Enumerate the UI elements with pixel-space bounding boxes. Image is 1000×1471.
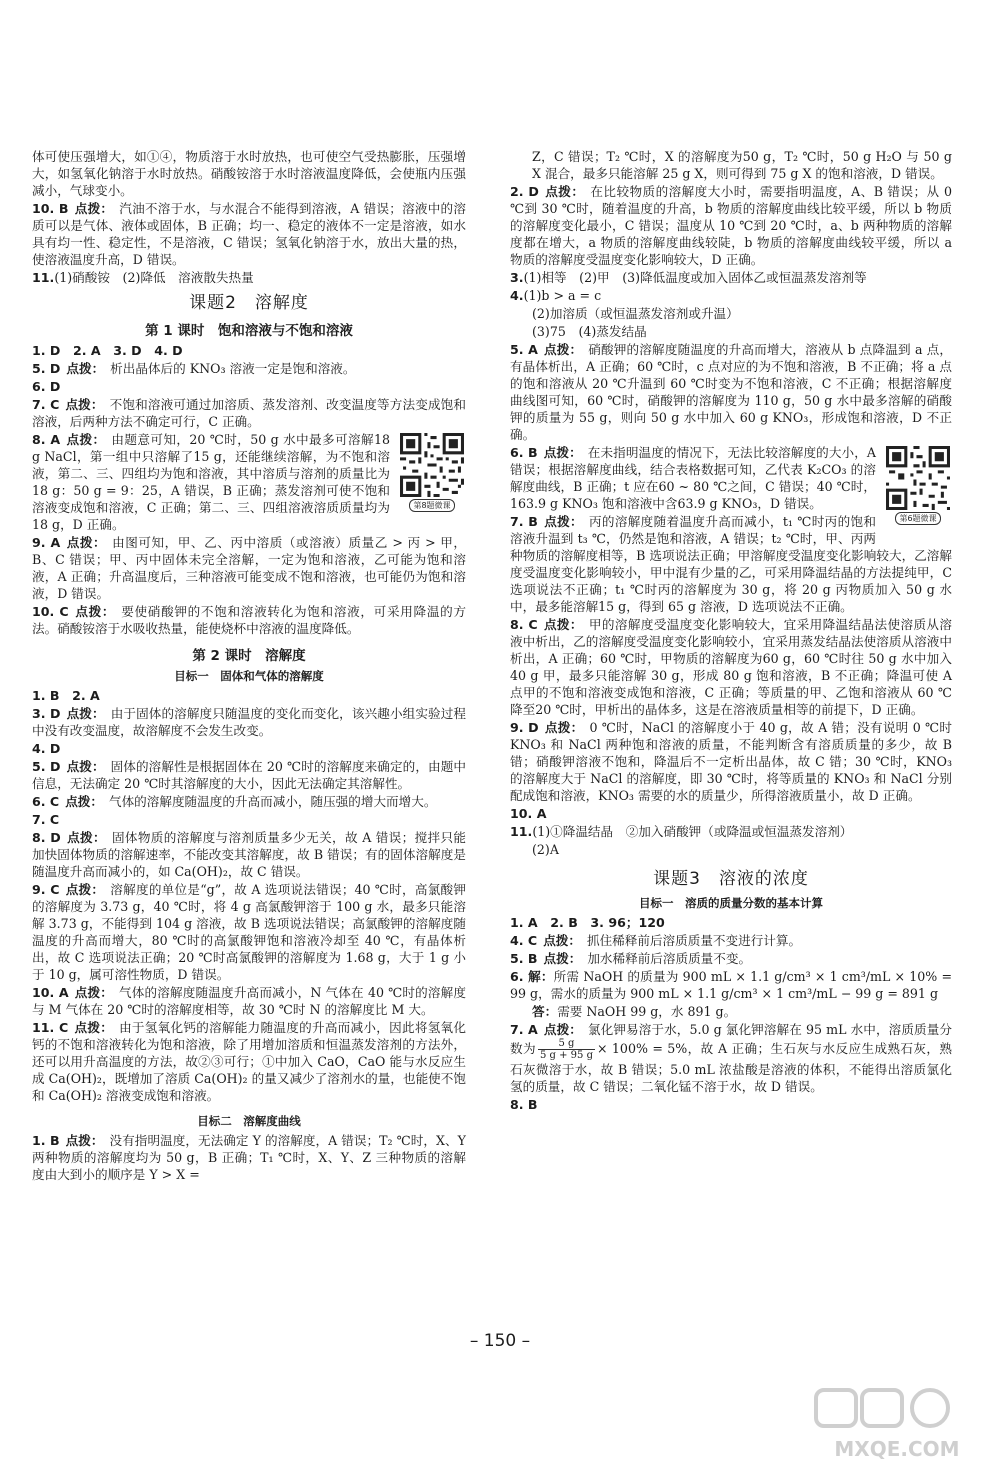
qr-caption: 第8题微课 (409, 499, 454, 512)
answer-subline: (2)A (532, 842, 559, 857)
answer-subline: (3)75 (4)蒸发结晶 (532, 324, 647, 339)
lesson-title: 课题2 溶解度 (189, 293, 309, 313)
answer-item: 9. C 点拨： 溶解度的单位是“g”，故 A 选项说法错误；40 ℃时，高氯酸钾的溶解度为 3.73 g，40 ℃时，将 4 g 高氯酸钾溶于 100 g 水，最多只能溶解 3.73 g，不能得到 104 g 溶液，故 B 选项说法错误；高氯酸钾的溶解度随温度的升高而增大，80 ℃时的高氯酸钾饱和溶液冷却至 40 ℃，有晶体析出，故 C 选项说法正确；20 ℃时高氯酸钾的溶解度为 1.68 g，大于 1 g 小于 10 g，属可溶性物质，D 错误。 (32, 882, 466, 982)
section-title: 第 1 课时 饱和溶液与不饱和溶液 (145, 323, 353, 339)
answer-item: 11. C 点拨： 由于氢氧化钙的溶解能力随温度的升高而减小，因此将氢氧化钙的不饱和溶液转化为饱和溶液，除了用增加溶质和恒温蒸发溶剂的方法外，还可以用升高温度的方法，故②③可行；①中加入 CaO，CaO 能与水反应生成 Ca(OH)₂，既增加了溶质 Ca(OH)₂ 的量又减少了溶剂水的量，也能使不饱和 Ca(OH)₂ 溶液变成饱和溶液。 (32, 1020, 467, 1103)
fraction: $\frac{5 g}{5 g + 95 g}$ (539, 1038, 593, 1061)
answer-item: 5. A 点拨： 硝酸钾的溶解度随温度的升高而增大，溶液从 b 点降温到 a 点，有晶体析出，A 正确；60 ℃时，c 点对应的为不饱和溶液，B 不正确；将 a 点的饱和溶液从 20 ℃升温到 60 ℃时变为不饱和溶液，C 不正确；根据溶解度曲线图可知，60 ℃时，硝酸钾的溶解度为 110 g，50 g 水中最多溶解的硝酸钾的质量为 55 g，则向 50 g 水中加入 60 g KNO₃，形成饱和溶液，D 不正确。 (510, 342, 952, 442)
answer-item: 10. A (510, 806, 547, 821)
answer-item: 1. D 2. A 3. D 4. D (32, 343, 183, 358)
section-title: 第 2 课时 溶解度 (192, 648, 306, 664)
target-title: 目标一 溶质的质量分数的基本计算 (639, 896, 823, 910)
answer-subline: (2)加溶质（或恒温蒸发溶剂或升温） (532, 306, 739, 321)
answer-item: 10. C 点拨： 要使硝酸钾的不饱和溶液转化为饱和溶液，可采用降温的方法。硝酸铵溶于水吸收热量，能使烧杯中溶液的温度降低。 (32, 604, 467, 636)
answer-item: 9. D 点拨： 0 ℃时，NaCl 的溶解度小于 40 g，故 A 错；没有说明 0 ℃时 KNO₃ 和 NaCl 两种饱和溶液的质量，不能判断含有溶质质量的多少，故 B 错；硝酸钾溶液不饱和，降温后不一定析出晶体，故 C 错；30 ℃时，KNO₃ 的溶解度大于 NaCl 的溶解度，即 30 ℃时，将等质量的 KNO₃ 和 NaCl 分别配成饱和溶液，KNO₃ 需要的水的质量少，所得溶液质量小，故 D 正确。 (510, 720, 952, 803)
qr-code-icon (400, 433, 464, 497)
answer-item: 2. D 点拨： 在比较物质的溶解度大小时，需要指明温度，A、B 错误；从 0 ℃到 30 ℃时，随着温度的升高，b 物质的溶解度曲线比较平缓，所以 b 物质的溶解度变化最小，C 错误；温度从 10 ℃到 20 ℃时，a、b 两种物质的溶解度都在增大，a 物质的溶解度曲线较陡，b 物质的溶解度曲线较平缓，所以 a 物质的溶解度受温度变化影响较大，D 正确。 (510, 184, 952, 267)
answer-item: 11.(1)硝酸铵 (2)降低 溶液散失热量 (32, 270, 254, 285)
intro-paragraph: 体可使压强增大，如①④，物质溶于水时放热，也可使空气受热膨胀，压强增大，如氢氧化钠溶于水时放热。硝酸铵溶于水时溶液温度降低，会使瓶内压强减小，气球变小。 (32, 149, 466, 198)
answer-item: 8. A 点拨： 由题意可知，20 ℃时，50 g 水中最多可溶解18 g NaCl，第一组中只溶解了15 g，还能继续溶解，为不饱和溶液，第二、三、四组均为饱和溶液，其中溶质与溶剂的质量比为 18 g：50 g = 9：25，A 错误，B 正确；蒸发溶剂可使不饱和溶液变成饱和溶液，C 正确；第二、三、四组溶液溶质质量均为 18 g，D 正确。 (32, 432, 390, 532)
answer-item: 4. C 点拨： 抓住稀释前后溶质质量不变进行计算。 (510, 933, 802, 948)
answer-item: 3. D 点拨： 由于固体的溶解度只随温度的变化而变化，该兴趣小组实验过程中没有改变温度，故溶解度不会发生改变。 (32, 706, 467, 738)
answer-item: 7. A 点拨： 氯化钾易溶于水，5.0 g 氯化钾溶解在 95 mL 水中，溶质质量分数为 $\frac{5 g}{5 g + 95 g}$ × 100% = 5%，故 A 正确；生石灰与水反应生成熟石灰，熟石灰微溶于水，故 B 错误；5.0 mL 浓盐酸是溶液的体积，不能得出溶质氯化氢的质量，故 C 错误；二氧化锰不溶于水，故 D 错误。 (510, 1022, 953, 1094)
answer-item: 1. B 2. A (32, 688, 100, 703)
answer-item: 11.(1)①降温结晶 ②加入硝酸钾（或降温或恒温蒸发溶剂） (510, 824, 853, 839)
answer-item: 9. A 点拨： 由图可知，甲、乙、丙中溶质（或溶液）质量乙 > 丙 > 甲，B、C 错误；甲、丙中固体未完全溶解，一定为饱和溶液，乙可能为饱和溶液，A 正确；升高温度后，三种溶液可能变成不饱和溶液，也可能仍为饱和溶液，D 错误。 (32, 535, 466, 601)
answer-item: 6. D (32, 379, 61, 394)
answer-item: 1. A 2. B 3. 96；120 (510, 915, 665, 930)
answer-item: 1. B 点拨： 没有指明温度，无法确定 Y 的溶解度，A 错误；T₂ ℃时，X、Y 两种物质的溶解度均为 50 g，B 正确；T₁ ℃时，X、Y、Z 三种物质的溶解度由大到小的顺序是 Y > X = (32, 1133, 466, 1182)
answer-item: 6. B 点拨： 在未指明温度的情况下，无法比较溶解度的大小，A 错误；根据溶解度曲线，结合表格数据可知，乙代表 K₂CO₃ 的溶解度曲线，B 正确；t 应在60 ~ 80 ℃之间，C 错误；40 ℃时，163.9 g KNO₃ 饱和溶液中含63.9 g KNO₃，D 错误。 (510, 445, 876, 511)
answer-item: 8. B (510, 1097, 538, 1112)
answer-item: 4. D (32, 741, 61, 756)
qr-code-lesson-6[interactable] (884, 446, 952, 530)
watermark-logo (812, 1384, 982, 1464)
qr-caption: 第6题微课 (895, 512, 940, 525)
answer-item: 10. A 点拨： 气体的溶解度随温度升高而减小，N 气体在 40 ℃时的溶解度与 M 气体在 20 ℃时的溶解度相等，故 30 ℃时 N 的溶解度比 M 大。 (32, 985, 466, 1017)
qr-code-lesson-8[interactable] (398, 433, 466, 517)
target-title: 目标一 固体和气体的溶解度 (174, 669, 324, 683)
answer-item: 7. C 点拨： 不饱和溶液可通过加溶质、蒸发溶剂、改变温度等方法变成饱和溶液，后两种方法不确定可行，C 正确。 (32, 397, 466, 429)
answer-item: 7. C (32, 812, 60, 827)
svg-text:MXQE.COM: MXQE.COM (834, 1437, 960, 1461)
answer-item: 7. B 点拨： 丙的溶解度随着温度升高而减小，t₁ ℃时丙的饱和溶液升温到 t₃ ℃，仍然是饱和溶液，A 错误；t₂ ℃时，甲、丙两种物质的溶解度相等，B 选项说法正确；甲溶解度受温度变化影响较大，乙溶解度受温度变化影响较小，甲中混有少量的乙，可采用降温结晶的方法提纯甲，C 选项说法不正确；t₁ ℃时丙的溶解度为 30 g，将 20 g 丙物质加入 50 g 水中，最多能溶解15 g，得到 65 g 溶液，D 选项说法不正确。 (510, 514, 952, 614)
answer-item: 6. C 点拨： 气体的溶解度随温度的升高而减小，随压强的增大而增大。 (32, 794, 437, 809)
left-column (32, 148, 466, 1184)
answer-item: 8. C 点拨： 甲的溶解度受温度变化影响较大，宜采用降温结晶法使溶质从溶液中析出，乙的溶解度受温度变化影响较小，宜采用蒸发结晶法使溶质从溶液中析出，A 正确；60 ℃时，甲物质的溶解度为60 g，60 ℃时往 50 g 水中加入 40 g 甲，最多只能溶解 30 g，形成 80 g 饱和溶液，B 不正确；降温可使 A 点甲的不饱和溶液变成饱和溶液，C 正确；等质量的甲、乙饱和溶液从 60 ℃降至20 ℃时，甲析出的晶体多，这是在溶液质量相等的前提下，D 正确。 (510, 617, 952, 717)
answer-item: 5. D 点拨： 析出晶体后的 KNO₃ 溶液一定是饱和溶液。 (32, 361, 356, 376)
answer-item: 10. B 点拨： 汽油不溶于水，与水混合不能得到溶液，A 错误；溶液中的溶质可以是气体、液体或固体，B 正确；均一、稳定的液体不一定是溶液，如水具有均一性、稳定性，不是溶液，C 错误；氢氧化钠溶于水，放出大量的热，使溶液温度升高，D 错误。 (32, 201, 466, 267)
qr-code-icon (886, 446, 950, 510)
answer-item: 4.(1)b > a = c (510, 288, 602, 303)
answer-item: 6. 解：所需 NaOH 的质量为 900 mL × 1.1 g/cm³ × 1 cm³/mL × 10% = 99 g，需水的质量为 900 mL × 1.1 g/cm³ × 1 cm³/mL − 99 g = 891 g (510, 969, 952, 1001)
answer-item: 8. D 点拨： 固体物质的溶解度与溶剂质量多少无关，故 A 错误；搅拌只能加快固体物质的溶解速率，不能改变其溶解度，故 B 错误；有的固体溶解度是随温度升高而减小的，如 Ca(OH)₂，故 C 错误。 (32, 830, 467, 879)
target-title: 目标二 溶解度曲线 (197, 1114, 301, 1128)
answer-item: 3.(1)相等 (2)甲 (3)降低温度或加入固体乙或恒温蒸发溶剂等 (510, 270, 867, 285)
answer-item: 5. D 点拨： 固体的溶解性是根据固体在 20 ℃时的溶解度来确定的，由题中信息，无法确定 20 ℃时其溶解度的大小，因此无法确定其溶解性。 (32, 759, 467, 791)
page-number: – 150 – (469, 1331, 531, 1351)
right-column (510, 148, 952, 1114)
answer-item: 5. B 点拨： 加水稀释前后溶质质量不变。 (510, 951, 752, 966)
continued-paragraph: Z，C 错误；T₂ ℃时，X 的溶解度为50 g，T₂ ℃时，50 g H₂O 与 50 g X 混合，最多只能溶解 25 g X，则可得到 75 g X 的饱和溶液，D 错误。 (532, 149, 952, 181)
answer-conclusion: 答：需要 NaOH 99 g，水 891 g。 (532, 1004, 737, 1019)
lesson-title: 课题3 溶液的浓度 (653, 869, 809, 889)
